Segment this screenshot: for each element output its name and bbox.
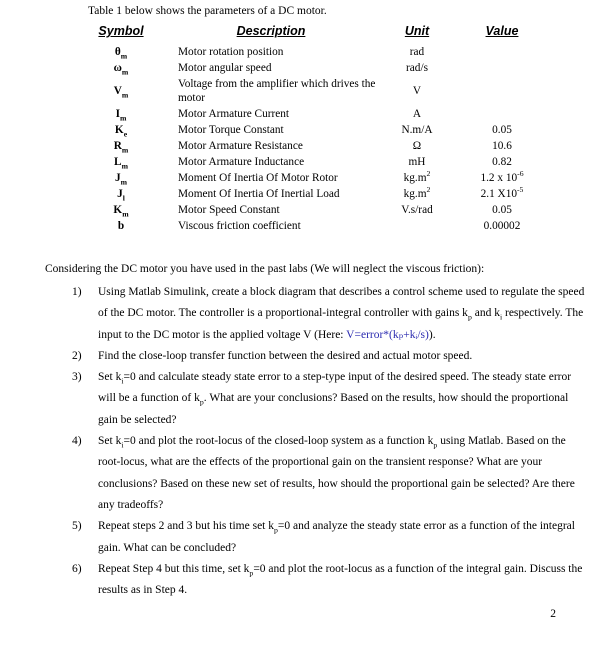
cell-symbol: $J_m$ [114,172,128,187]
cell-description: Motor Armature Inductance [178,156,305,168]
cell-value: 0.05 [492,204,512,216]
table-row [78,154,548,170]
table-row [78,202,548,218]
cell-unit: V.s/rad [401,204,433,216]
question-item [45,516,590,559]
table-row [78,60,548,76]
cell-value [456,44,548,60]
table-row [78,106,548,122]
table-row [78,44,548,60]
cell-symbol: $K_m$ [113,204,129,219]
question-number: 2) [72,349,82,362]
question-number: 4) [72,435,82,448]
dc-motor-parameters-table [78,24,548,234]
cell-description: Motor angular speed [178,62,272,74]
cell-description: Viscous friction coefficient [178,220,301,232]
cell-unit: $kg.m^2$ [403,185,431,200]
column-header-value: Value [485,24,519,38]
lead-paragraph: Considering the DC motor you have used in the past labs (We will neglect the viscous friction): [45,263,485,275]
cell-symbol: b [117,220,125,232]
cell-symbol: $L_m$ [114,156,128,171]
question-text: Repeat steps 2 and 3 but his time set $k_p=0$ and analyze the steady state error as a function of the integral gain. What can be concluded? [98,520,575,554]
table-header-row [78,24,548,44]
cell-unit: V [412,85,422,97]
cell-description: Motor Armature Resistance [178,140,303,152]
question-text: Repeat Step 4 but this time, set $k_p=0$ and plot the root-locus as a function of the integral gain. Discuss the results as in Step 4. [98,562,583,597]
table-row [78,218,548,234]
cell-symbol: $R_m$ [113,140,129,155]
question-item [45,367,590,431]
question-number: 6) [72,562,82,575]
cell-description: Motor Torque Constant [178,124,284,136]
cell-symbol: $I_m$ [115,108,127,123]
question-number: 5) [72,520,82,533]
column-header-description: Description [236,24,306,38]
question-item [45,431,590,516]
question-number: 3) [72,371,82,384]
question-text: Using Matlab Simulink, create a block diagram that describes a control scheme used to regulate the speed of the DC motor. The controller is a proportional-integral controller with gains $k_p$ and $k_i$ respectively. The input to the DC motor is the applied voltage V (Here: V=error*(kₚ+kᵢ/s)). [98,286,585,341]
table-row [78,170,548,186]
intro-line: Table 1 below shows the parameters of a DC motor. [88,5,327,17]
cell-value: 0.05 [492,124,512,136]
table-row [78,186,548,202]
cell-value: 2.1 $X10^{-5}$ [480,185,524,200]
cell-unit: Ω [412,140,422,152]
cell-description: Voltage from the amplifier which drives the motor [178,78,376,104]
table-row [78,138,548,154]
table-row [78,76,548,106]
cell-description: Motor rotation position [178,46,284,58]
question-item [45,282,590,346]
question-text: Set $k_i=0$ and calculate steady state error to a step-type input of the desired speed. The steady state error will be a function of $k_p$. What are your conclusions? Based on the results, how should the proportional gain be selected? [98,371,572,426]
cell-unit: mH [408,156,426,168]
question-list [45,282,590,601]
cell-value: 10.6 [492,140,512,152]
cell-description: Motor Speed Constant [178,204,280,216]
question-text: Find the close-loop transfer function between the desired and actual motor speed. [98,349,473,362]
cell-symbol: $\theta_m$ [114,46,128,61]
page-number: 2 [550,608,556,620]
cell-unit: $kg.m^2$ [403,169,431,184]
cell-unit: rad/s [406,62,428,74]
question-text: Set $k_i=0$ and plot the root-locus of the closed-loop system as a function $k_p$ using Matlab. Based on the root-locus, what are the effects of the proportional gain on the transient response? What are your conclusions? Based on these new set of results, how should the proportional gain be selected? Are there any tradeoffs? [98,435,575,511]
cell-symbol: $V_m$ [113,85,129,100]
cell-unit: A [412,108,422,120]
cell-value [456,76,548,106]
cell-symbol: $\omega_m$ [113,62,129,77]
cell-value: 0.82 [492,156,512,168]
cell-unit: N.m/A [401,124,433,136]
cell-description: Moment Of Inertia Of Inertial Load [178,188,340,200]
cell-description: Motor Armature Current [178,108,290,120]
cell-value [456,106,548,122]
cell-value: 1.2 x $10^{-6}$ [480,169,524,184]
question-number: 1) [72,286,82,298]
column-header-unit: Unit [404,24,430,38]
cell-symbol: $J_l$ [117,188,125,203]
cell-unit: rad [409,46,425,58]
cell-description: Moment Of Inertia Of Motor Rotor [178,172,338,184]
column-header-symbol: Symbol [98,24,144,38]
question-item [45,346,590,367]
cell-value: 0.00002 [483,220,521,232]
cell-symbol: $K_e$ [114,124,128,139]
question-item [45,559,590,602]
table-body [78,44,548,234]
controller-equation: V=error*(kₚ+kᵢ/s) [346,328,429,341]
cell-unit [378,218,456,234]
table-row [78,122,548,138]
cell-value [456,60,548,76]
